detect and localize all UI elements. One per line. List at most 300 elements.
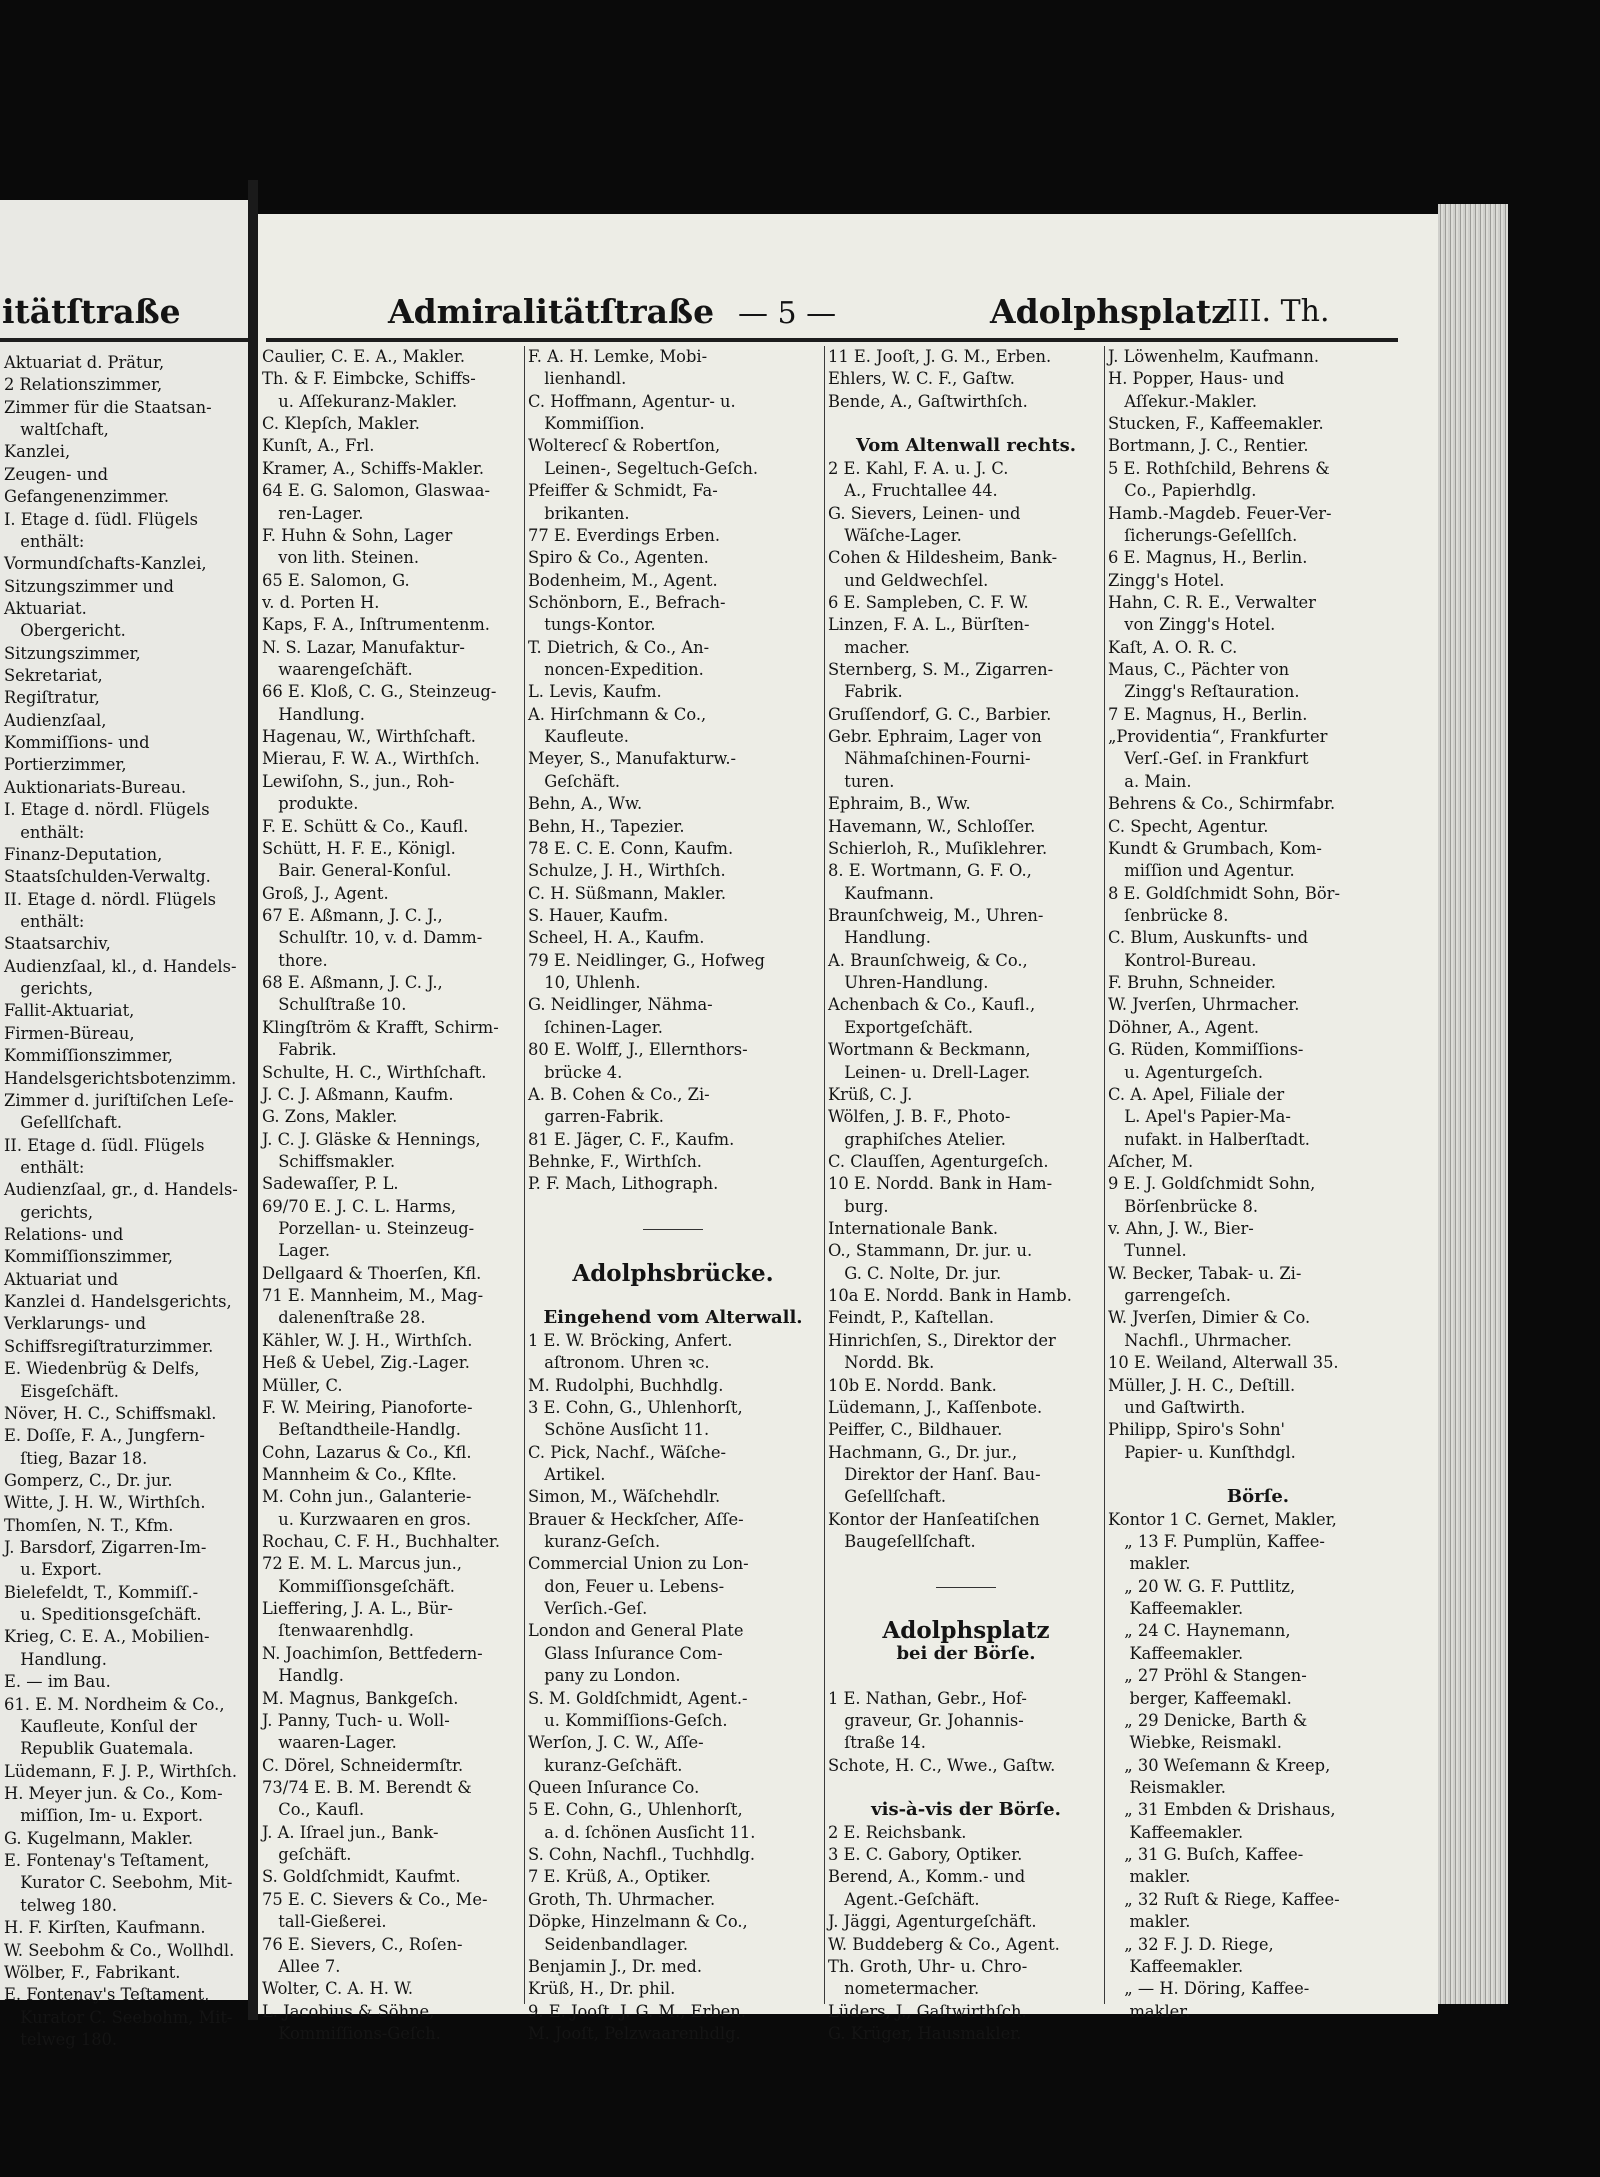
directory-entry: W. Buddeberg & Co., Agent. [828,1934,1060,1954]
directory-entry: Kaufmann. [828,883,934,903]
directory-entry: 81 E. Jäger, C. F., Kaufm. [528,1129,735,1149]
directory-entry: A. Braunſchweig, & Co., [828,950,1028,970]
directory-entry: Mannheim & Co., Kflte. [262,1464,457,1484]
directory-entry: S. Hauer, Kaufm. [528,905,669,925]
previous-page-entry: Regiſtratur, [4,688,100,708]
directory-entry: Pfeiffer & Schmidt, Fa- [528,481,718,501]
previous-page-entry: Schiffsregiſtraturzimmer. [4,1336,214,1356]
directory-entry: C. H. Süßmann, Makler. [528,883,727,903]
directory-entry: Baugeſellſchaft. [828,1532,976,1552]
directory-entry: von lith. Steinen. [262,548,420,568]
header-place: Adolphsplatz [990,292,1230,331]
directory-entry: Cohn, Lazarus & Co., Kfl. [262,1442,472,1462]
directory-entry: 10 E. Weiland, Alterwall 35. [1108,1353,1339,1373]
directory-entry: Hahn, C. R. E., Verwalter [1108,592,1316,612]
previous-page-entry: gerichts, [4,979,94,999]
directory-entry: Meyer, S., Manufakturw.- [528,749,737,769]
directory-entry: graphiſches Atelier. [828,1129,1006,1149]
directory-entry: ſicherungs-Geſellſch. [1108,525,1298,545]
directory-entry: Döpke, Hinzelmann & Co., [528,1912,748,1932]
directory-entry: von Zingg's Hotel. [1108,615,1276,635]
directory-entry: Krüß, C. J. [828,1084,913,1104]
directory-entry: Behrens & Co., Schirmfabr. [1108,794,1336,814]
directory-entry: Kaffeemakler. [1108,1822,1244,1842]
previous-page-entry: Audienzſaal, [4,710,107,730]
directory-entry: O., Stammann, Dr. jur. u. [828,1241,1033,1261]
directory-entry: Internationale Bank. [828,1219,999,1239]
directory-entry: don, Feuer u. Lebens- [528,1576,725,1596]
directory-entry: G. Sievers, Leinen- und [828,503,1021,523]
column-divider [824,346,825,2004]
directory-entry: A., Fruchtallee 44. [828,481,998,501]
directory-entry: Dellgaard & Thoerſen, Kfl. [262,1263,482,1283]
directory-entry: Wortmann & Beckmann, [828,1040,1031,1060]
directory-entry: „ 27 Pröhl & Stangen- [1108,1666,1307,1686]
directory-entry [828,413,1104,435]
directory-entry: J. Panny, Tuch- u. Woll- [262,1710,450,1730]
directory-entry: N. S. Lazar, Manufaktur- [262,637,465,657]
previous-page-entry: Witte, J. H. W., Wirthſch. [4,1493,206,1513]
previous-page-entry: Auktionariats-Bureau. [4,777,187,797]
directory-entry: 7 E. Magnus, H., Berlin. [1108,704,1308,724]
directory-entry: waarengeſchäft. [262,660,413,680]
previous-page-entry: Gefangenenzimmer. [4,487,169,507]
directory-entry: 5 E. Cohn, G., Uhlenhorſt, [528,1800,743,1820]
subsection-heading: vis-à-vis der Börſe. [871,1799,1061,1821]
directory-entry: G. C. Nolte, Dr. jur. [828,1263,1002,1283]
directory-entry: brücke 4. [528,1062,623,1082]
page-number: — 5 — [738,296,837,331]
directory-entry: 72 E. M. L. Marcus jun., [262,1554,462,1574]
directory-entry: Müller, J. H. C., Deſtill. [1108,1375,1296,1395]
directory-entry: 8 E. Goldſchmidt Sohn, Bör- [1108,883,1340,903]
directory-entry: waaren-Lager. [262,1733,397,1753]
previous-page-entry: II. Etage d. ſüdl. Flügels [4,1135,205,1155]
directory-entry: C. Pick, Nachf., Wäſche- [528,1442,727,1462]
directory-entry: makler. [1108,2001,1191,2021]
directory-entry: Hinrichſen, S., Direktor der [828,1330,1056,1350]
directory-entry: aſtronom. Uhren ꝛc. [528,1353,710,1373]
previous-page-entry: E. Fontenay's Teſtament, [4,1851,210,1871]
directory-entry: Scheel, H. A., Kaufm. [528,928,705,948]
directory-entry: 2 E. Kahl, F. A. u. J. C. [828,458,1009,478]
directory-entry: Handlung. [262,704,365,724]
directory-entry [828,1777,1104,1799]
directory-entry: Caulier, C. E. A., Makler. [262,347,466,366]
directory-entry: W. Becker, Tabak- u. Zi- [1108,1263,1302,1283]
previous-page-entry: II. Etage d. nördl. Flügels [4,889,217,909]
directory-entry: 79 E. Neidlinger, G., Hofweg [528,950,765,970]
directory-entry: lienhandl. [528,369,627,389]
directory-entry: Kundt & Grumbach, Kom- [1108,838,1322,858]
previous-page-entry: Fallit-Aktuariat, [4,1001,135,1021]
directory-entry: F. E. Schütt & Co., Kaufl. [262,816,469,836]
previous-page-entry: 61. E. M. Nordheim & Co., [4,1694,225,1714]
section-divider [828,1576,1104,1598]
directory-entry: 75 E. C. Sievers & Co., Me- [262,1889,488,1909]
directory-entry: Nähmaſchinen-Fourni- [828,749,1031,769]
directory-entry: C. Dörel, Schneidermſtr. [262,1755,464,1775]
directory-entry: Schönborn, E., Befrach- [528,592,726,612]
directory-entry: Simon, M., Wäſchehdlr. [528,1487,721,1507]
previous-page-entry: Handelsgerichtsbotenzimm. [4,1068,237,1088]
column-divider [1104,346,1105,2004]
directory-entry: C. Blum, Auskunfts- und [1108,928,1309,948]
directory-entry: „ 32 Ruſt & Riege, Kaffee- [1108,1889,1340,1909]
previous-page-entry: Kommiſſions- und [4,733,150,753]
directory-entry: J. A. Iſrael jun., Bank- [262,1822,439,1842]
previous-page-entry: gerichts, [4,1202,94,1222]
directory-entry: kuranz-Geſchäft. [528,1755,683,1775]
header-rule [266,338,1398,342]
previous-page-entry: Audienzſaal, gr., d. Handels- [4,1180,238,1200]
directory-entry: Schiffsmakler. [262,1151,396,1171]
directory-entry: Kaps, F. A., Inſtrumentenm. [262,615,490,635]
directory-entry: v. Ahn, J. W., Bier- [1108,1219,1254,1239]
previous-page-entry: Kanzlei d. Handelsgerichts, [4,1292,232,1312]
directory-entry: 76 E. Sievers, C., Roſen- [262,1934,463,1954]
previous-page-entry: Vormundſchafts-Kanzlei, [4,554,207,574]
directory-entry: Kunſt, A., Frl. [262,436,375,456]
directory-entry: thore. [262,950,328,970]
directory-entry: Klingſtröm & Krafft, Schirm- [262,1017,499,1037]
directory-entry: Schulſtraße 10. [262,995,407,1015]
directory-entry: Artikel. [528,1464,606,1484]
directory-entry: F. Bruhn, Schneider. [1108,973,1276,993]
directory-entry: nometermacher. [828,1979,980,1999]
directory-entry: macher. [828,637,910,657]
directory-entry: 1 E. W. Bröcking, Anfert. [528,1330,733,1350]
directory-entry: 69/70 E. J. C. L. Harms, [262,1196,456,1216]
directory-entry: P. F. Mach, Lithograph. [528,1174,719,1194]
directory-entry: noncen-Expedition. [528,660,704,680]
previous-page-entry: enthält: [4,1157,85,1177]
directory-entry: und Gaſtwirth. [1108,1397,1246,1417]
previous-page-entry: 2 Relationszimmer, [4,375,163,395]
previous-page-entry: ſtieg, Bazar 18. [4,1448,148,1468]
directory-entry: Geſellſchaft. [828,1487,947,1507]
directory-entry: 5 E. Rothſchild, Behrens & [1108,458,1330,478]
directory-entry: Wolter, C. A. H. W. [262,1979,414,1999]
subsection-heading: Börſe. [1226,1486,1290,1508]
directory-entry: Schierloh, R., Muſiklehrer. [828,838,1048,858]
directory-entry: „ 30 Weſemann & Kreep, [1108,1755,1331,1775]
directory-entry: „ 20 W. G. F. Puttlitz, [1108,1576,1296,1596]
directory-entry: Wiebke, Reismakl. [1108,1733,1282,1753]
directory-entry: Schote, H. C., Wwe., Gaſtw. [828,1755,1056,1775]
directory-entry: 65 E. Salomon, G. [262,570,410,590]
subsection-heading: Eingehend vom Alterwall. [543,1307,803,1329]
previous-page-title: itätſtraße [2,292,181,331]
directory-entry: Porzellan- u. Steinzeug- [262,1219,475,1239]
previous-page-entry: E. — im Bau. [4,1672,111,1692]
previous-page-entry: enthält: [4,531,85,551]
previous-page-entry: G. Kugelmann, Makler. [4,1828,194,1848]
directory-entry: 67 E. Aßmann, J. C. J., [262,905,443,925]
previous-page-entry: Sekretariat, [4,666,103,686]
directory-entry: 10 E. Nordd. Bank in Ham- [828,1174,1053,1194]
previous-page-entry: waltſchaft, [4,420,109,440]
directory-entry: 7 E. Krüß, A., Optiker. [528,1867,711,1887]
column-1 [262,346,522,2045]
directory-entry: Stucken, F., Kaffeemakler. [1108,414,1324,434]
directory-entry: Behn, H., Tapezier. [528,816,685,836]
directory-entry: Geſchäft. [528,771,621,791]
directory-entry: Exportgeſchäft. [828,1017,974,1037]
directory-entry: Lewiſohn, S., jun., Roh- [262,771,455,791]
directory-entry: 71 E. Mannheim, M., Mag- [262,1286,484,1306]
directory-entry: Heß & Uebel, Zig.-Lager. [262,1353,470,1373]
previous-page-entry: Krieg, C. E. A., Mobilien- [4,1627,210,1647]
directory-entry: Hagenau, W., Wirthſchaft. [262,727,476,747]
directory-entry: Lieffering, J. A. L., Bür- [262,1599,453,1619]
directory-entry: Philipp, Spiro's Sohn' [1108,1420,1286,1440]
directory-entry: Aſcher, M. [1108,1151,1194,1171]
directory-entry: Ephraim, B., Ww. [828,794,971,814]
directory-entry: Kontor 1 C. Gernet, Makler, [1108,1509,1337,1529]
directory-entry: C. Specht, Agentur. [1108,816,1269,836]
previous-page-entry: Verklarungs- und [4,1314,147,1334]
previous-page-entry: Handlung. [4,1649,107,1669]
directory-entry: makler. [1108,1554,1191,1574]
previous-page-entry: Wölber, F., Fabrikant. [4,1962,181,1982]
directory-entry: 10a E. Nordd. Bank in Hamb. [828,1286,1072,1306]
section-heading: Adolphsplatz [882,1617,1050,1645]
previous-page-entry: Firmen-Büreau, [4,1023,135,1043]
previous-page-entry: Zimmer d. juriſtiſchen Leſe- [4,1090,234,1110]
directory-entry: 6 E. Sampleben, C. F. W. [828,592,1029,612]
directory-entry: Wäſche-Lager. [828,525,962,545]
previous-page-entry: Kaufleute, Konſul der [4,1716,197,1736]
directory-entry: F. W. Meiring, Pianoforte- [262,1397,473,1417]
directory-entry: 3 E. Cohn, G., Uhlenhorſt, [528,1397,743,1417]
directory-entry: Schulte, H. C., Wirthſchaft. [262,1062,487,1082]
directory-entry: M. Cohn jun., Galanterie- [262,1487,472,1507]
previous-page-entry: H. F. Kirſten, Kaufmann. [4,1918,206,1938]
directory-page [258,214,1438,2043]
previous-page-entry: Aktuariat und [4,1269,119,1289]
previous-page-entry: enthält: [4,822,85,842]
directory-entry: Bodenheim, M., Agent. [528,570,718,590]
directory-entry: Rochau, C. F. H., Buchhalter. [262,1532,501,1552]
directory-entry: Co., Kaufl. [262,1800,365,1820]
directory-entry: Handlung. [828,928,931,948]
previous-page-entry: Bielefeldt, T., Kommiſſ.- [4,1582,199,1602]
directory-entry: J. Löwenhelm, Kaufmann. [1108,347,1320,366]
directory-entry: Nordd. Bk. [828,1353,935,1373]
previous-page-entry: telweg 180. [4,1895,118,1915]
previous-page-entry: Geſellſchaft. [4,1113,123,1133]
directory-entry: Direktor der Hanſ. Bau- [828,1464,1041,1484]
directory-entry: Th. Groth, Uhr- u. Chro- [828,1956,1028,1976]
directory-entry: ſtraße 14. [828,1733,926,1753]
directory-entry: burg. [828,1196,889,1216]
directory-entry: W. Jverſen, Uhrmacher. [1108,995,1300,1015]
directory-entry: N. Joachimſon, Bettfedern- [262,1643,483,1663]
directory-entry: H. Popper, Haus- und [1108,369,1285,389]
directory-entry: „ 13 F. Pumplün, Kaffee- [1108,1532,1325,1552]
directory-entry: Sternberg, S. M., Zigarren- [828,660,1054,680]
directory-entry: Commercial Union zu Lon- [528,1554,749,1574]
directory-entry: makler. [1108,1867,1191,1887]
directory-entry: Lager. [262,1241,331,1261]
directory-entry: Agent.-Geſchäft. [828,1889,980,1909]
previous-page-entry: E. Fontenay's Teſtament, [4,1985,210,2005]
directory-entry: Achenbach & Co., Kaufl., [828,995,1036,1015]
section-heading: Adolphsbrücke. [572,1259,774,1287]
directory-entry: L. Levis, Kaufm. [528,682,662,702]
directory-entry: 73/74 E. B. M. Berendt & [262,1778,472,1797]
directory-entry: Berend, A., Komm.- und [828,1867,1026,1887]
directory-entry: turen. [828,771,895,791]
previous-page-entry: Aktuariat d. Prätur, [4,353,165,372]
directory-entry: Verſich.-Geſ. [528,1599,648,1619]
directory-entry: kuranz-Geſch. [528,1532,661,1552]
directory-entry: J. C. J. Gläske & Hennings, [262,1129,481,1149]
directory-entry: „ 24 C. Haynemann, [1108,1621,1291,1641]
directory-entry: Wolterecſ & Robertſon, [528,436,721,456]
previous-page-entry: Thomſen, N. T., Kfm. [4,1515,174,1535]
directory-entry: M. Rudolphi, Buchhdlg. [528,1375,724,1395]
previous-page-entry: I. Etage d. nördl. Flügels [4,800,210,820]
previous-page-entry: Finanz-Deputation, [4,844,163,864]
previous-page-entry: Zeugen- und [4,464,109,484]
page-stack-edge [1438,204,1508,2004]
directory-entry: Schütt, H. F. E., Königl. [262,838,456,858]
previous-page-entry: enthält: [4,911,85,931]
directory-entry: 6 E. Magnus, H., Berlin. [1108,548,1308,568]
directory-entry: Fabrik. [262,1040,337,1060]
previous-page-entry: J. Barsdorf, Zigarren-Im- [4,1538,207,1558]
directory-entry: London and General Plate [528,1621,744,1641]
directory-entry: u. Aſſekuranz-Makler. [262,391,458,411]
directory-entry: Kommiſſionsgeſchäft. [262,1576,455,1596]
directory-entry: Lüdemann, J., Kaſſenbote. [828,1397,1043,1417]
directory-entry: graveur, Gr. Johannis- [828,1710,1024,1730]
directory-entry: miſſion und Agentur. [1108,861,1295,881]
directory-entry: Ehlers, W. C. F., Gaſtw. [828,369,1015,389]
directory-entry: J. Jäggi, Agenturgeſchäft. [828,1912,1037,1932]
previous-page-entry: Növer, H. C., Schiffsmakl. [4,1403,217,1423]
column-divider [524,346,525,2004]
directory-entry: L. Jacobius & Söhne, [262,2001,435,2021]
directory-entry: Hamb.-Magdeb. Feuer-Ver- [1108,503,1332,523]
directory-entry [828,1665,1104,1687]
previous-page-entry: H. Meyer jun. & Co., Kom- [4,1784,223,1803]
directory-entry: Hachmann, G., Dr. jur., [828,1442,1018,1462]
directory-entry [528,1285,818,1307]
directory-entry: F. A. H. Lemke, Mobi- [528,347,708,366]
directory-entry: Krüß, H., Dr. phil. [528,1979,676,1999]
directory-entry: S. Cohn, Nachfl., Tuchhdlg. [528,1845,756,1865]
directory-entry: Th. & F. Eimbcke, Schiffs- [262,369,476,389]
directory-entry: Handlg. [262,1666,344,1686]
directory-entry: 9. E. Jooſt, J. G. M., Erben. [528,2001,746,2021]
directory-entry: pany zu London. [528,1666,681,1686]
directory-entry: makler. [1108,1912,1191,1932]
directory-entry: Bortmann, J. C., Rentier. [1108,436,1309,456]
previous-page-entry: Staatsſchulden-Verwaltg. [4,867,211,887]
previous-page-entry: telweg 180. [4,2029,118,2049]
previous-page-entry: Lüdemann, F. J. P., Wirthſch. [4,1761,237,1781]
book-gutter [248,180,258,2020]
directory-entry: 64 E. G. Salomon, Glaswaa- [262,481,490,501]
directory-entry: Benjamin J., Dr. med. [528,1956,703,1976]
directory-entry: Börſenbrücke 8. [1108,1196,1258,1216]
previous-page-entry: Portierzimmer, [4,755,127,775]
directory-entry: Brauer & Heckſcher, Aſſe- [528,1509,744,1529]
directory-entry: W. Jverſen, Dimier & Co. [1108,1308,1311,1328]
directory-entry: Schulſtr. 10, v. d. Damm- [262,928,483,948]
previous-page-entry: Kurator C. Seebohm, Mit- [4,2007,233,2027]
directory-entry: T. Dietrich, & Co., An- [528,637,710,657]
directory-entry: garrengeſch. [1108,1286,1231,1306]
directory-entry: 77 E. Everdings Erben. [528,525,721,545]
directory-entry: Uhren-Handlung. [828,973,989,993]
directory-entry: G. Neidlinger, Nähma- [528,995,713,1015]
directory-entry: 1 E. Nathan, Gebr., Hof- [828,1688,1027,1708]
directory-entry: u. Agenturgeſch. [1108,1062,1264,1082]
directory-entry: „Providentia“, Frankfurter [1108,727,1328,747]
directory-entry: Schöne Ausſicht 11. [528,1420,710,1440]
directory-entry: Müller, C. [262,1375,343,1395]
directory-entry: F. Huhn & Sohn, Lager [262,525,453,545]
directory-entry: M. Magnus, Bankgeſch. [262,1688,459,1708]
directory-entry: Werſon, J. C. W., Aſſe- [528,1733,704,1753]
directory-entry: berger, Kaffeemakl. [1108,1688,1292,1708]
previous-page-entry: Audienzſaal, kl., d. Handels- [4,956,237,976]
directory-entry: Zingg's Reſtauration. [1108,682,1300,702]
directory-entry: Leinen- u. Drell-Lager. [828,1062,1031,1082]
directory-entry: dalenenſtraße 28. [262,1308,426,1328]
directory-entry: 10, Uhlenh. [528,973,641,993]
directory-entry: v. d. Porten H. [262,592,380,612]
previous-page-entry: I. Etage d. ſüdl. Flügels [4,509,199,529]
previous-page-entry: W. Seebohm & Co., Wollhdl. [4,1940,235,1960]
directory-entry [1108,1464,1408,1486]
directory-entry: „ 31 G. Buſch, Kaffee- [1108,1845,1304,1865]
directory-entry [828,1553,1104,1575]
previous-page-entry: u. Export. [4,1560,102,1580]
directory-entry: S. M. Goldſchmidt, Agent.- [528,1688,748,1708]
previous-page-entry: Eisgeſchäft. [4,1381,119,1401]
directory-entry: Bair. General-Konſul. [262,861,452,881]
subsection-heading: Vom Altenwall rechts. [855,435,1077,457]
directory-entry: Kaffeemakler. [1108,1956,1244,1976]
directory-entry: Kontor der Hanſeatiſchen [828,1509,1040,1529]
directory-entry: Papier- u. Kunſthdgl. [1108,1442,1296,1462]
directory-entry: nufakt. in Halberſtadt. [1108,1129,1310,1149]
directory-entry: C. Clauſſen, Agenturgeſch. [828,1151,1049,1171]
directory-entry: „ 32 F. J. D. Riege, [1108,1934,1274,1954]
directory-entry: 68 E. Aßmann, J. C. J., [262,973,443,993]
column-4 [1108,346,1408,2023]
directory-entry: 10b E. Nordd. Bank. [828,1375,997,1395]
directory-entry: Glass Inſurance Com- [528,1643,723,1663]
directory-entry: Bende, A., Gaſtwirthſch. [828,391,1028,411]
directory-entry: G. Rüden, Kommiſſions- [1108,1040,1304,1060]
previous-page-entry: Kommiſſionszimmer, [4,1247,173,1267]
directory-entry: Kaffeemakler. [1108,1643,1244,1663]
previous-page-entry: Zimmer für die Staatsan- [4,397,212,417]
directory-entry: C. A. Apel, Filiale der [1108,1084,1285,1104]
previous-page-entry: u. Speditionsgeſchäft. [4,1605,202,1625]
directory-entry: 2 E. Reichsbank. [828,1822,967,1842]
directory-entry: Behn, A., Ww. [528,794,643,814]
directory-entry: Lüders, J., Gaſtwirthſch. [828,2001,1027,2021]
previous-page-entry: E. Wiedenbrüg & Delfs, [4,1359,200,1379]
directory-entry: Havemann, W., Schloſſer. [828,816,1036,836]
